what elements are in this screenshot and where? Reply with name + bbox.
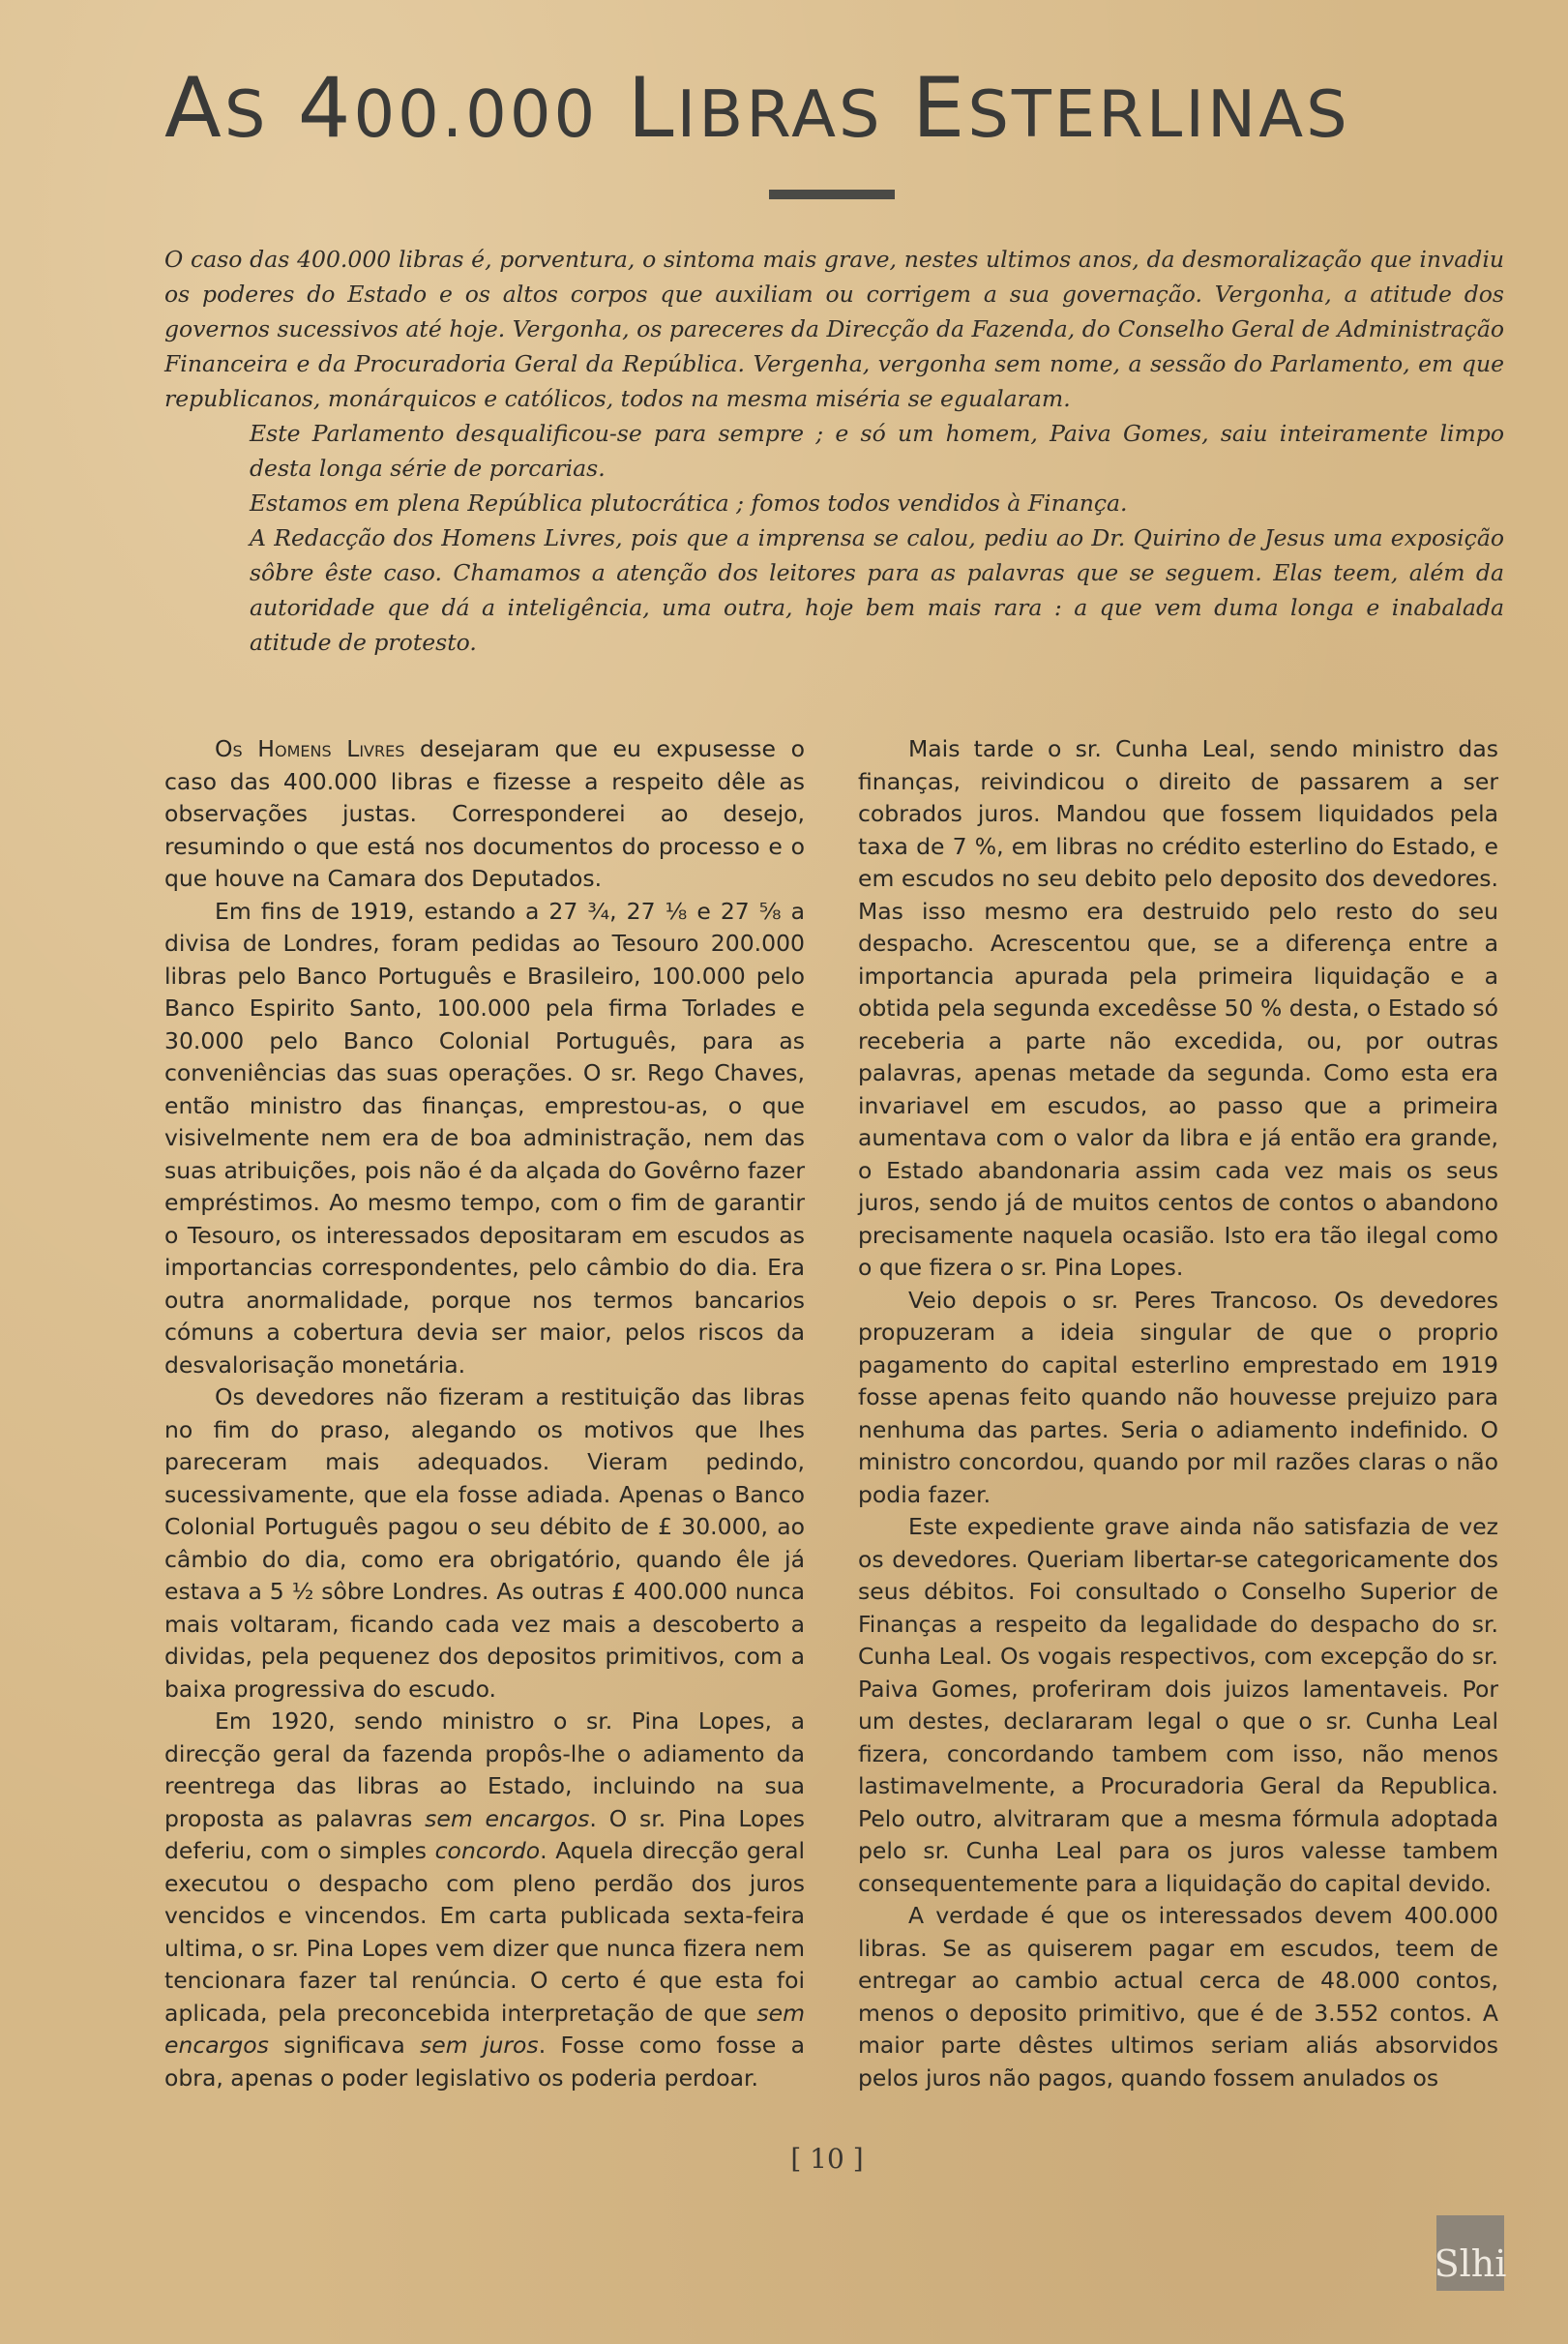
intro-paragraph: Estamos em plena República plutocrática ; fomos todos vendidos à Finança. xyxy=(250,490,1128,517)
title-word: AS xyxy=(164,60,269,157)
body-paragraph xyxy=(164,1706,805,2094)
body-paragraph: Mais tarde o sr. Cunha Leal, sendo ministro das finanças, reivindicou o direito de passarem a ser cobrados juros. Mandou que fossem liquidados pela taxa de 7 %, em libras no crédito esterlino do Estado, e em escudos no seu debito pelo deposito dos devedores. Mas isso mesmo era destruido pelo resto do seu despacho. Acrescentou que, se a diferença entre a importancia apurada pela primeira liquidação e a obtida pela segunda excedêsse 50 % desta, o Estado só receberia a parte não excedida, ou, por outras palavras, apenas metade da segunda. Como esta era invariavel em escudos, ao passo que a primeira aumentava com o valor da libra e já então era grande, o Estado abandonaria assim cada vez mais os seus juros, sendo já de muitos centos de contos o abandono precisamente naquela ocasião. Isto era tão ilegal como o que fizera o sr. Pina Lopes. xyxy=(858,735,1498,1281)
emphasis: sem encargos xyxy=(164,1999,805,2059)
body-column-left xyxy=(164,733,805,2094)
body-paragraph: Em fins de 1919, estando a 27 ¾, 27 ⅛ e 27 ⅝ a divisa de Londres, foram pedidas ao Tesouro 200.000 libras pelo Banco Português e Brasileiro, 100.000 pelo Banco Espirito Santo, 100.000 pela firma Torlades e 30.000 pelo Banco Colonial Português, para as conveniências das suas operações. O sr. Rego Chaves, então ministro das finanças, emprestou-as, o que visivelmente nem era de boa administração, nem das suas atribuições, pois não é da alçada do Govêrno fazer empréstimos. Ao mesmo tempo, com o fim de garantir o Tesouro, os interessados depositaram em escudos as importancias correspondentes, pelo câmbio do dia. Era outra anormalidade, porque nos termos bancarios cómuns a cobertura devia ser maior, pelos riscos da desvalorisação monetária. xyxy=(164,897,805,1379)
title-word: LIBRAS xyxy=(627,60,883,157)
intro-paragraph: O caso das 400.000 libras é, porventura, o sintoma mais grave, nestes ultimos anos, da desmoralização que invadiu os poderes do Estado e os altos corpos que auxiliam ou corrigem a sua governação. Vergonha, a atitude dos governos sucessivos até hoje. Vergonha, os pareceres da Direcção da Fazenda, do Conselho Geral de Administração Financeira e da Procuradoria Geral da República. Vergenha, vergonha sem nome, a sessão do Parlamento, em que republicanos, monárquicos e católicos, todos na mesma miséria se egualaram. xyxy=(164,246,1504,412)
editorial-intro xyxy=(164,242,1504,660)
body-text: desejaram que eu expusesse o caso das 400.000 libras e fizesse a respeito dêle as observações justas. Corresponderei ao desejo, resumindo o que está nos documentos do processo e o que houve na Camara dos Deputados. xyxy=(164,735,805,892)
title-word: 400.000 xyxy=(297,60,599,157)
archive-logo: Slhi xyxy=(1436,2215,1504,2291)
body-paragraph: Veio depois o sr. Peres Trancoso. Os devedores propuzeram a ideia singular de que o proprio pagamento do capital esterlino emprestado em 1919 fosse apenas feito quando não houvesse prejuizo para nenhuma das partes. Seria o adiamento indefinido. O ministro concordou, quando por mil razões claras o não podia fazer. xyxy=(858,1286,1498,1508)
body-text: Em 1920, sendo ministro o sr. Pina Lopes, a direcção geral da fazenda propôs-lhe o adiamento da reentrega das libras ao Estado, incluindo na sua proposta as palavras xyxy=(164,1707,805,1832)
page-number: [ 10 ] xyxy=(790,2143,864,2175)
intro-paragraph: Este Parlamento desqualificou-se para sempre ; e só um homem, Paiva Gomes, saiu inteiramente limpo desta longa série de porcarias. xyxy=(250,420,1504,482)
emphasis: sem juros xyxy=(420,2032,539,2059)
body-text: . O sr. Pina Lopes deferiu, com o simples xyxy=(164,1804,806,1864)
emphasis: sem encargos xyxy=(425,1804,590,1832)
body-paragraph: Os devedores não fizeram a restituição das libras no fim do praso, alegando os motivos que lhes pareceram mais adequados. Vieram pedindo, sucessivamente, que ela fosse adiada. Apenas o Banco Colonial Português pagou o seu débito de £ 30.000, ao câmbio do dia, como era obrigatório, quando êle já estava a 5 ½ sôbre Londres. As outras £ 400.000 nunca mais voltaram, ficando cada vez mais a descoberto a dividas, pela pequenez dos depositos primitivos, com a baixa progressiva do escudo. xyxy=(164,1383,805,1703)
body-paragraph xyxy=(164,733,805,896)
emphasis: concordo xyxy=(434,1837,541,1864)
body-paragraph: Este expediente grave ainda não satisfazia de vez os devedores. Queriam libertar-se categoricamente dos seus débitos. Foi consultado o Conselho Superior de Finanças a respeito da legalidade do despacho do sr. Cunha Leal. Os vogais respectivos, com excepção do sr. Paiva Gomes, proferiram dois juizos lamentaveis. Por um destes, declararam legal o que o sr. Cunha Leal fizera, concordando tambem com isso, não menos lastimavelmente, a Procuradoria Geral da Republica. Pelo outro, alvitraram que a mesma fórmula adoptada pelo sr. Cunha Leal para os juros valesse tambem consequentemente para a liquidação do capital devido. xyxy=(858,1513,1498,1897)
body-text: significava xyxy=(268,2032,421,2059)
body-text: . Aquela direcção geral executou o despacho com pleno perdão dos juros vencidos e vincendos. Em carta publicada sexta-feira ultima, o sr. Pina Lopes vem dizer que nunca fizera nem tencionara fazer tal renúncia. O certo é que esta foi aplicada, pela preconcebida interpretação de que xyxy=(164,1837,805,2027)
body-column-right xyxy=(858,733,1498,2094)
title-word: ESTERLINAS xyxy=(911,60,1350,157)
title-divider xyxy=(769,190,895,199)
body-paragraph: A verdade é que os interessados devem 400.000 libras. Se as quiserem pagar em escudos, teem de entregar ao cambio actual cerca de 48.000 contos, menos o deposito primitivo, que é de 3.552 contos. A maior parte dêstes ultimos seriam aliás absorvidos pelos juros não pagos, quando fossem anulados os xyxy=(858,1902,1498,2092)
body-text: . Fosse como fosse a obra, apenas o poder legislativo os poderia perdoar. xyxy=(164,2032,805,2092)
intro-paragraph: A Redacção dos Homens Livres, pois que a imprensa se calou, pediu ao Dr. Quirino de Jesus uma exposição sôbre êste caso. Chamamos a atenção dos leitores para as palavras que se seguem. Elas teem, além da autoridade que dá a inteligência, uma outra, hoje bem mais rara : a que vem duma longa e inabalada atitude de protesto. xyxy=(250,524,1504,656)
article-title xyxy=(164,60,1499,157)
publication-name: Os Homens Livres xyxy=(215,735,405,762)
